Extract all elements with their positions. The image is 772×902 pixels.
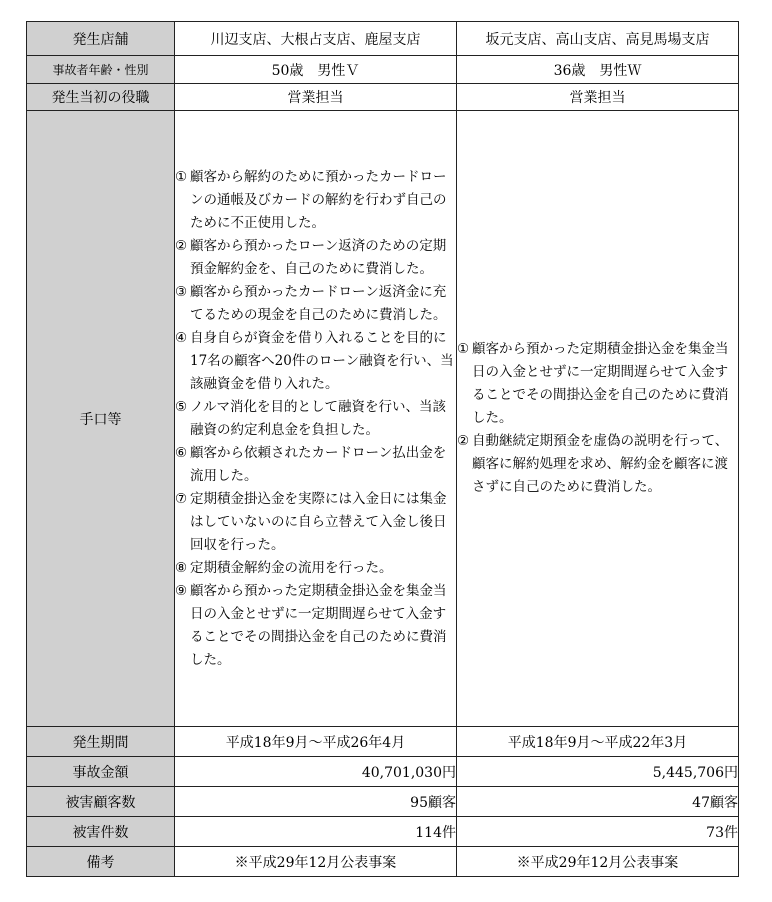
method-a-text: 顧客から解約のために預かったカードローンの通帳及びカードの解約を行わず自己のために不正使用した。 [190,168,447,231]
row-customers [27,787,739,817]
methods-b-list [457,111,739,727]
position-a: 営業担当 [175,84,457,111]
method-a-text: 定期積金解約金の流用を行った。 [190,559,393,576]
label-cases: 被害件数 [27,817,175,847]
position-b: 営業担当 [457,84,739,111]
row-remarks [27,847,739,877]
incident-table [26,21,739,877]
method-a-item [175,442,456,488]
method-a-num: ④ [175,329,188,346]
method-a-num: ③ [175,283,188,300]
method-a-text: 自身自らが資金を借り入れることを目的に17名の顧客へ20件のローン融資を行い、当該融資金を借り入れた。 [190,329,454,392]
method-a-item [175,235,456,281]
method-a-item [175,580,456,672]
label-methods: 手口等 [27,111,175,727]
row-cases [27,817,739,847]
remarks-a: ※平成29年12月公表事案 [175,847,457,877]
method-a-num: ① [175,168,188,185]
method-b-item [457,430,738,499]
label-amount: 事故金額 [27,757,175,787]
customers-b: 47顧客 [457,787,739,817]
branch-b: 坂元支店、高山支店、高見馬場支店 [457,22,739,56]
method-a-item [175,281,456,327]
method-a-item [175,327,456,396]
method-b-num: ① [457,341,470,357]
row-position [27,84,739,111]
period-a: 平成18年9月～平成26年4月 [175,727,457,757]
row-amount [27,757,739,787]
label-age-sex: 事故者年齢・性別 [27,56,175,84]
remarks-b: ※平成29年12月公表事案 [457,847,739,877]
method-b-text: 自動継続定期預金を虚偽の説明を行って、顧客に解約処理を求め、解約金を顧客に渡さずに自己のために費消した。 [472,433,729,495]
method-a-text: 顧客から預かったカードローン返済金に充てるための現金を自己のために費消した。 [190,283,447,323]
age-sex-b: 36歳 男性Ｗ [457,56,739,84]
age-sex-a: 50歳 男性Ｖ [175,56,457,84]
cases-b: 73件 [457,817,739,847]
label-position: 発生当初の役職 [27,84,175,111]
row-age-sex [27,56,739,84]
method-a-num: ⑦ [175,490,188,507]
method-b-text: 顧客から預かった定期積金掛込金を集金当日の入金とせずに一定期間遅らせて入金することでその間掛込金を自己のために費消した。 [472,341,729,426]
cases-a: 114件 [175,817,457,847]
method-a-text: 顧客から依頼されたカードローン払出金を流用した。 [190,444,447,484]
method-a-num: ⑥ [175,444,188,461]
method-a-text: ノルマ消化を目的として融資を行い、当該融資の約定利息金を負担した。 [190,398,446,438]
method-b-item [457,338,738,430]
method-a-num: ⑤ [175,398,188,415]
row-branch [27,22,739,56]
method-a-item [175,557,456,580]
customers-a: 95顧客 [175,787,457,817]
method-b-num: ② [457,433,470,449]
method-a-num: ⑨ [175,582,188,599]
methods-a-list [175,111,457,727]
label-remarks: 備考 [27,847,175,877]
method-a-item [175,488,456,557]
method-a-item [175,166,456,235]
method-a-text: 顧客から預かったローン返済のための定期預金解約金を、自己のために費消した。 [190,237,447,277]
method-a-num: ② [175,237,188,254]
amount-a: 40,701,030円 [175,757,457,787]
amount-b: 5,445,706円 [457,757,739,787]
label-branch: 発生店舗 [27,22,175,56]
label-period: 発生期間 [27,727,175,757]
label-customers: 被害顧客数 [27,787,175,817]
period-b: 平成18年9月～平成22年3月 [457,727,739,757]
row-methods [27,111,739,727]
method-a-num: ⑧ [175,559,188,576]
method-a-text: 定期積金掛込金を実際には入金日には集金はしていないのに自ら立替えて入金し後日回収を行った。 [190,490,447,553]
row-period [27,727,739,757]
method-a-item [175,396,456,442]
method-a-text: 顧客から預かった定期積金掛込金を集金当日の入金とせずに一定期間遅らせて入金することでその間掛込金を自己のために費消した。 [190,582,447,668]
branch-a: 川辺支店、大根占支店、鹿屋支店 [175,22,457,56]
